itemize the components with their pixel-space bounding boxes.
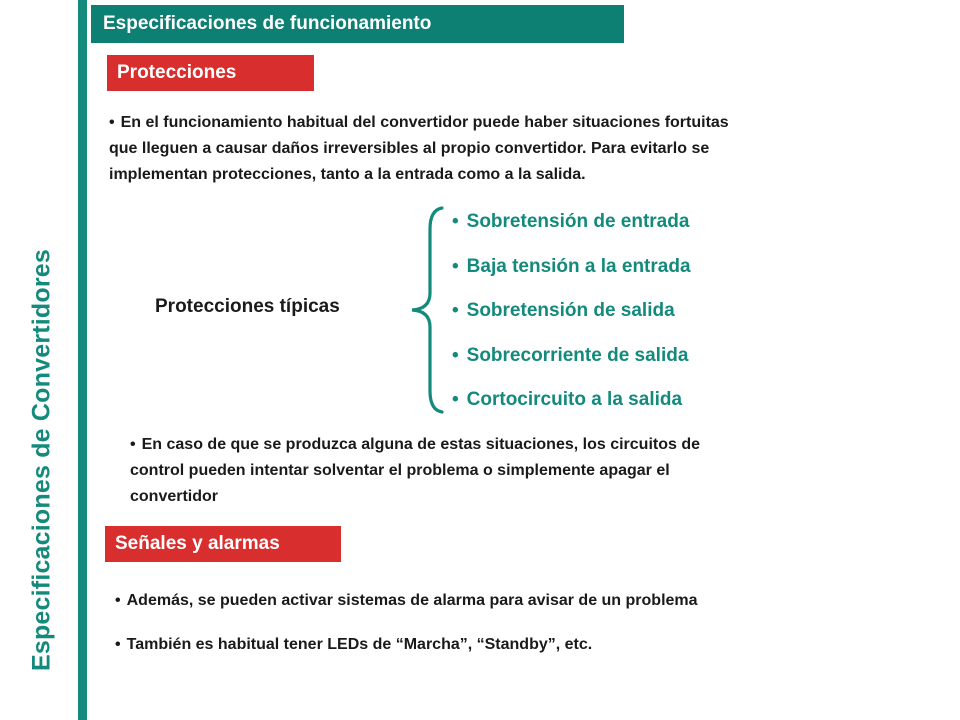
outro-line: control pueden intentar solventar el problema o simplemente apagar el xyxy=(130,462,670,479)
outro-line: convertidor xyxy=(130,488,219,505)
intro-line: que lleguen a causar daños irreversibles al propio convertidor. Para evitarlo se xyxy=(109,140,710,157)
page-title: Especificaciones de funcionamiento xyxy=(91,5,624,43)
typical-protections-list xyxy=(452,207,691,430)
alarm-item: • Además, se pueden activar sistemas de alarma para avisar de un problema xyxy=(115,592,698,609)
side-title: Especificaciones de Convertidores xyxy=(27,248,56,672)
alarm-item: • También es habitual tener LEDs de “Marcha”, “Standby”, etc. xyxy=(115,636,593,653)
left-accent-bar xyxy=(78,0,87,720)
list-item: • Sobretensión de salida xyxy=(452,300,675,321)
list-item: • Sobrecorriente de salida xyxy=(452,344,689,366)
intro-line: • En el funcionamiento habitual del convertidor puede haber situaciones fortuitas xyxy=(109,114,729,131)
outro-paragraph xyxy=(130,432,700,510)
typical-protections-label: Protecciones típicas xyxy=(155,296,340,317)
section-label-senales: Señales y alarmas xyxy=(105,526,341,562)
section-label-protecciones: Protecciones xyxy=(107,55,314,91)
list-item: • Baja tensión a la entrada xyxy=(452,255,691,277)
list-item: • Sobretensión de entrada xyxy=(452,211,690,232)
curly-brace-icon xyxy=(404,205,448,415)
outro-line: • En caso de que se produzca alguna de estas situaciones, los circuitos de xyxy=(130,436,701,453)
intro-paragraph xyxy=(109,110,729,188)
list-item: • Cortocircuito a la salida xyxy=(452,389,683,410)
intro-line: implementan protecciones, tanto a la entrada como a la salida. xyxy=(109,166,586,183)
